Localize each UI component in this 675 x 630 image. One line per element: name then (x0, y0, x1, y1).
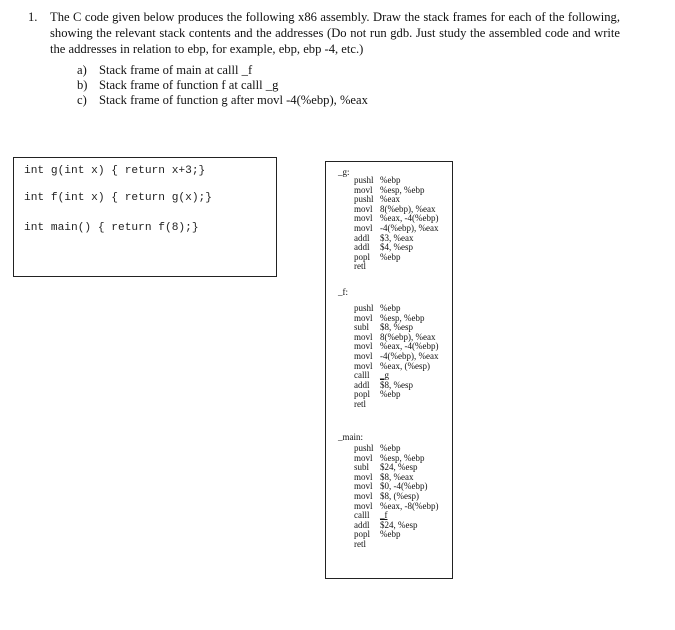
asm-opcode: movl (354, 481, 373, 492)
asm-opcode: movl (354, 331, 373, 342)
asm-opcode: movl (354, 203, 373, 214)
asm-opcode: movl (354, 222, 373, 233)
asm-operands: %eax, -8(%ebp) (380, 500, 439, 511)
asm-opcode: pushl (354, 443, 374, 453)
question-text: The C code given below produces the following x86 assembly. Draw the stack frames for each of the following, showing the relevant stack contents and the addresses (Do not run gdb. Just study the assembled code and write the addresses in relation to ebp, for example, ebp, ebp -4, etc.) (50, 10, 620, 56)
asm-instruction (354, 540, 438, 550)
asm-opcode: calll (354, 510, 370, 521)
asm-operands: _g (380, 370, 389, 381)
asm-opcode: retl (354, 398, 366, 409)
asm-operands: %ebp (380, 389, 401, 400)
asm-opcode: addl (354, 242, 370, 253)
asm-opcode: pushl (354, 303, 374, 313)
asm-opcode: movl (354, 452, 373, 463)
question-part (77, 93, 368, 108)
asm-operands: %esp, %ebp (380, 312, 425, 323)
asm-operands: $8, (%esp) (380, 490, 419, 501)
asm-instruction (354, 530, 438, 540)
asm-instruction (354, 390, 438, 400)
asm-block-f (354, 304, 438, 410)
asm-operands: %eax, -4(%ebp) (380, 213, 439, 224)
asm-operands: %eax (380, 194, 400, 205)
question-number: 1. (28, 10, 38, 24)
asm-operands: _f (380, 510, 388, 521)
asm-opcode: movl (354, 213, 373, 224)
asm-opcode: movl (354, 341, 373, 352)
asm-opcode: movl (354, 350, 373, 361)
asm-operands: %ebp (380, 443, 401, 453)
asm-opcode: popl (354, 251, 371, 262)
c-code-box (13, 157, 277, 277)
part-label: b) (77, 78, 88, 92)
asm-operands: 8(%ebp), %eax (380, 331, 436, 342)
asm-operands: %ebp (380, 529, 401, 540)
asm-opcode: movl (354, 360, 373, 371)
asm-operands: $8, %eax (380, 471, 414, 482)
asm-opcode: pushl (354, 194, 374, 205)
part-text: Stack frame of function f at calll _g (99, 78, 279, 92)
asm-block-main (354, 444, 438, 550)
asm-operands: $24, %esp (380, 462, 418, 473)
asm-opcode: popl (354, 389, 371, 400)
question-parts (77, 63, 368, 108)
asm-opcode: subl (354, 322, 370, 333)
asm-opcode: popl (354, 529, 371, 540)
asm-opcode: retl (354, 538, 366, 549)
part-text: Stack frame of main at calll _f (99, 63, 253, 77)
c-code-line-f: int f(int x) { return g(x);} (24, 192, 212, 204)
asm-opcode: retl (354, 261, 366, 272)
asm-label-g: _g: (338, 167, 350, 177)
asm-opcode: pushl (354, 175, 374, 185)
part-label: a) (77, 63, 87, 77)
asm-block-g (354, 176, 438, 272)
question-part (77, 63, 368, 78)
asm-operands: $8, %esp (380, 379, 413, 390)
asm-opcode: movl (354, 184, 373, 195)
part-text: Stack frame of function g after movl -4(%ebp), %eax (99, 93, 368, 107)
asm-operands: -4(%ebp), %eax (380, 222, 439, 233)
asm-opcode: subl (354, 462, 370, 473)
asm-operands: $8, %esp (380, 322, 413, 333)
asm-operands: %esp, %ebp (380, 452, 425, 463)
part-label: c) (77, 93, 87, 107)
asm-operands: $24, %esp (380, 519, 418, 530)
asm-instruction (354, 262, 438, 272)
asm-operands: %eax, -4(%ebp) (380, 341, 439, 352)
asm-opcode: movl (354, 312, 373, 323)
c-code-line-g: int g(int x) { return x+3;} (24, 165, 206, 177)
asm-operands: %ebp (380, 303, 401, 313)
asm-label-main: _main: (338, 432, 363, 442)
asm-operands: -4(%ebp), %eax (380, 350, 439, 361)
asm-operands: %ebp (380, 251, 401, 262)
asm-operands: $3, %eax (380, 232, 414, 243)
asm-instruction (354, 253, 438, 263)
asm-opcode: movl (354, 500, 373, 511)
asm-operands: 8(%ebp), %eax (380, 203, 436, 214)
asm-operands: %eax, (%esp) (380, 360, 430, 371)
question-part (77, 78, 368, 93)
asm-opcode: calll (354, 370, 370, 381)
asm-operands: %esp, %ebp (380, 184, 425, 195)
c-code-line-main: int main() { return f(8);} (24, 222, 199, 234)
asm-opcode: movl (354, 490, 373, 501)
asm-instruction (354, 400, 438, 410)
asm-label-f: _f: (338, 287, 348, 297)
asm-opcode: addl (354, 232, 370, 243)
assembly-box (325, 161, 453, 579)
asm-operands: $4, %esp (380, 242, 413, 253)
asm-opcode: addl (354, 519, 370, 530)
asm-opcode: addl (354, 379, 370, 390)
asm-operands: $0, -4(%ebp) (380, 481, 428, 492)
asm-opcode: movl (354, 471, 373, 482)
asm-operands: %ebp (380, 175, 401, 185)
